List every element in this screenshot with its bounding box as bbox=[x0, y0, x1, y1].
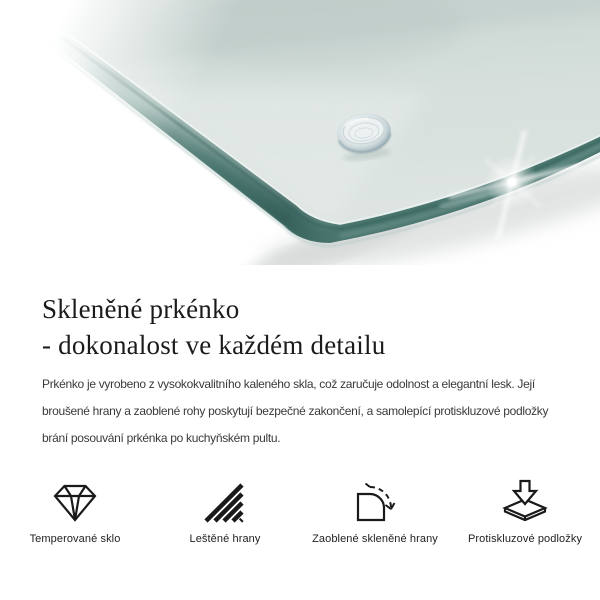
feature-label: Leštěné hrany bbox=[189, 533, 261, 545]
feature-rounded-corners bbox=[300, 480, 450, 545]
feature-anti-slip-pads bbox=[450, 480, 600, 545]
page-title-line2: - dokonalost ve každém detailu bbox=[42, 330, 386, 360]
polished-edges-icon bbox=[203, 480, 247, 524]
feature-polished-edges bbox=[150, 480, 300, 545]
glass-board-illustration bbox=[0, 0, 600, 265]
product-photo-glass-board bbox=[0, 0, 600, 265]
anti-slip-pads-icon bbox=[500, 480, 550, 524]
content-section bbox=[0, 291, 600, 452]
page-title-line1: Skleněné prkénko bbox=[42, 294, 240, 324]
feature-label: Temperované sklo bbox=[29, 533, 121, 545]
white-fade-overlay bbox=[0, 0, 600, 265]
feature-label: Protiskluzové podložky bbox=[467, 533, 583, 545]
product-description: Prkénko je vyrobeno z vysokokvalitního kaleného skla, což zaručuje odolnost a elegantní lesk. Její broušené hrany a zaoblené rohy poskytují bezpečné zakončení, a samolepící protiskluzové podložky brání posouvání prkénka po kuchyňském pultu. bbox=[42, 377, 549, 445]
diamond-icon bbox=[51, 480, 99, 524]
feature-tempered-glass bbox=[0, 480, 150, 545]
rounded-corner-icon bbox=[350, 480, 400, 524]
features-row bbox=[0, 480, 600, 545]
feature-label: Zaoblené skleněné hrany bbox=[312, 533, 438, 545]
page-title bbox=[42, 291, 558, 363]
